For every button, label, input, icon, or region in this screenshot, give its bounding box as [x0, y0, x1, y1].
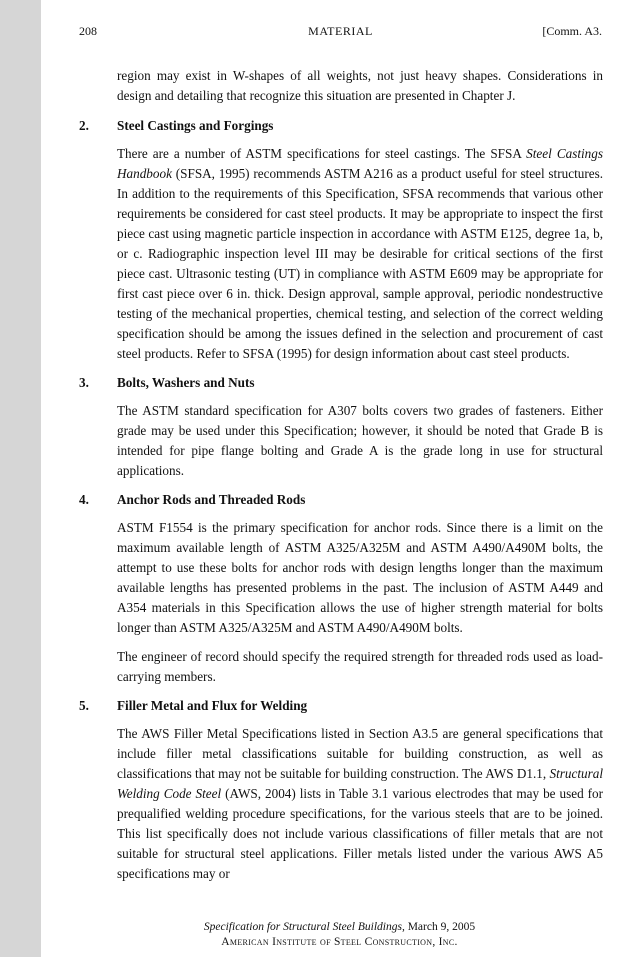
text-run: (AWS, 2004) lists in Table 3.1 various electrodes that may be used for prequalified welding procedure specifications, for the various steels that are to be joined. This list specifically does not include various classifications of filler metals that are not suitable for structural steel applications. Filler metals listed under the various AWS A5 specifications may or [117, 786, 604, 881]
section-number: 4. [79, 492, 89, 507]
text-run: The AWS Filler Metal Specifications listed in Section A3.5 are general specifications that include filler metal classifications suitable for building construction, as well as classifications that may not be suitable for building construction. The AWS D1.1, [117, 726, 603, 781]
footer-publisher: American Institute of Steel Construction, Inc. [221, 936, 458, 948]
section-filler-metal [79, 696, 603, 884]
section-heading [79, 373, 603, 393]
section-number: 5. [79, 698, 89, 713]
section-title: Filler Metal and Flux for Welding [117, 698, 308, 713]
section-title: Anchor Rods and Threaded Rods [117, 492, 306, 507]
intro-paragraph: region may exist in W-shapes of all weights, not just heavy shapes. Considerations in design and detailing that recognize this situation are presented in Chapter J. [117, 68, 603, 103]
section-steel-castings [79, 116, 603, 364]
page-header [79, 24, 602, 40]
italic-title: Structural Welding Code Steel [117, 766, 603, 801]
section-paragraph [117, 144, 603, 364]
footer-citation [41, 920, 638, 935]
section-heading [79, 696, 603, 716]
running-title: MATERIAL [308, 24, 373, 38]
section-heading [79, 490, 603, 510]
footer-spec-title: Specification for Structural Steel Buildings, [203, 921, 405, 933]
page-footer [41, 920, 638, 950]
section-paragraph: The ASTM standard specification for A307 bolts covers two grades of fasteners. Either grade may be used under this Specification; however, it should be noted that Grade B is intended for pipe flange bolting and Grade A is the grade long in use for structural applications. [117, 403, 603, 478]
section-reference: [Comm. A3. [542, 24, 602, 38]
section-bolts-washers-nuts [79, 373, 603, 481]
left-margin-gutter [0, 0, 41, 957]
section-paragraph [117, 724, 603, 884]
section-paragraph: ASTM F1554 is the primary specification for anchor rods. Since there is a limit on the maximum available length of ASTM A325/A325M and ASTM A490/A490M bolts, the attempt to use these bolts for anchor rods with design lengths longer than the maximum available lengths has presented problems in the past. The inclusion of ASTM A449 and A354 materials in this Specification allows the use of higher strength material for bolts longer than ASTM A325/A325M and ASTM A490/A490M bolts. [117, 520, 603, 635]
section-heading [79, 116, 603, 136]
text-run: There are a number of ASTM specifications for steel castings. The SFSA [117, 146, 527, 161]
footer-date: March 9, 2005 [404, 921, 476, 933]
page-body [79, 66, 603, 893]
section-paragraph: The engineer of record should specify the required strength for threaded rods used as load-carrying members. [117, 649, 603, 684]
section-number: 3. [79, 375, 89, 390]
document-page [41, 0, 638, 957]
section-anchor-rods [79, 490, 603, 687]
section-title: Bolts, Washers and Nuts [117, 375, 255, 390]
section-number: 2. [79, 118, 89, 133]
section-title: Steel Castings and Forgings [117, 118, 274, 133]
page-number: 208 [79, 24, 97, 38]
italic-title: Steel Castings Handbook [117, 146, 603, 181]
text-run: (SFSA, 1995) recommends ASTM A216 as a product useful for steel structures. In addition to the requirements of this Specification, SFSA recommends that various other requirements be considered for cast steel products. It may be appropriate to inspect the first piece cast using magnetic particle inspection in accordance with ASTM E125, degree 1a, b, or c. Radiographic inspection level III may be desirable for critical sections of the first piece cast. Ultrasonic testing (UT) in compliance with ASTM E609 may be appropriate for first cast piece over 6 in. thick. Design approval, sample approval, periodic nondestructive testing of the mechanical properties, chemical testing, and selection of the correct welding specification should be among the issues defined in the selection and procurement of cast steel products. Refer to SFSA (1995) for design information about cast steel products. [117, 166, 603, 361]
